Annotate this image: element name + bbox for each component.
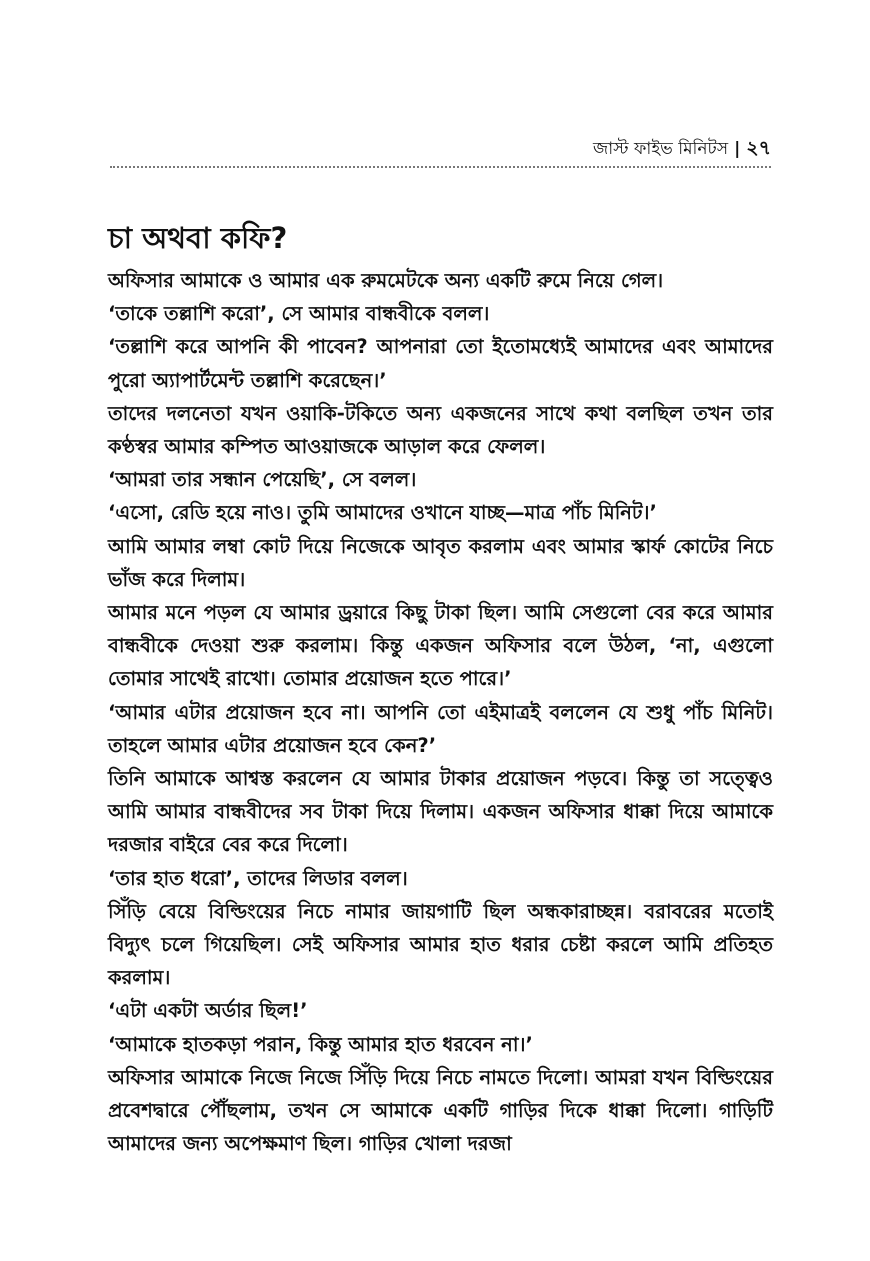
page-number: ২৭ [746, 137, 771, 159]
paragraph: আমি আমার লম্বা কোট দিয়ে নিজেকে আবৃত করলাম এবং আমার স্কার্ফ কোটের নিচে ভাঁজ করে দিলাম। [108, 534, 773, 591]
paragraph: ‘তল্লাশি করে আপনি কী পাবেন? আপনারা তো ইতোমধ্যেই আমাদের এবং আমাদের পুরো অ্যাপার্টমেন্ট তল্লাশি করেছেন।’ [108, 335, 773, 392]
paragraph: আমার মনে পড়ল যে আমার ড্রয়ারে কিছু টাকা ছিল। আমি সেগুলো বের করে আমার বান্ধবীকে দেওয়া শুরু করলাম। কিন্তু একজন অফিসার বলে উঠল, ‘না, এগুলো তোমার সাথেই রাখো। তোমার প্রয়োজন হতে পারে।’ [108, 601, 773, 691]
paragraph: ‘এসো, রেডি হয়ে নাও। তুমি আমাদের ওখানে যাচ্ছ—মাত্র পাঁচ মিনিট।’ [108, 501, 657, 525]
paragraph: সিঁড়ি বেয়ে বিল্ডিংয়ের নিচে নামার জায়গাটি ছিল অন্ধকারাচ্ছন্ন। বরাবরের মতোই বিদ্যুৎ চলে গিয়েছিল। সেই অফিসার আমার হাত ধরার চেষ্টা করলে আমি প্রতিহত করলাম। [108, 899, 773, 990]
paragraph: ‘আমাকে হাতকড়া পরান, কিন্তু আমার হাত ধরবেন না।’ [108, 1032, 533, 1056]
paragraph: অফিসার আমাকে ও আমার এক রুমমেটকে অন্য একটি রুমে নিয়ে গেল। [108, 269, 664, 292]
header-dotted-rule [110, 166, 771, 168]
paragraph: ‘আমার এটার প্রয়োজন হবে না। আপনি তো এইমাত্রই বললেন যে শুধু পাঁচ মিনিট। তাহলে আমার এটার প্রয়োজন হবে কেন?’ [108, 700, 773, 757]
paragraph: তাদের দলনেতা যখন ওয়াকি-টকিতে অন্য একজনের সাথে কথা বলছিল তখন তার কণ্ঠস্বর আমার কম্পিত আওয়াজকে আড়াল করে ফেলল। [108, 401, 773, 459]
paragraph: তিনি আমাকে আশ্বস্ত করলেন যে আমার টাকার প্রয়োজন পড়বে। কিন্তু তা সত্ত্বেও আমি আমার বান্ধবীদের সব টাকা দিয়ে দিলাম। একজন অফিসার ধাক্কা দিয়ে আমাকে দরজার বাইরে বের করে দিলো। [108, 767, 773, 857]
paragraph: ‘তার হাত ধরো’, তাদের লিডার বলল। [108, 866, 408, 890]
book-title: জাস্ট ফাইভ মিনিটস [593, 139, 729, 159]
paragraph: ‘এটা একটা অর্ডার ছিল!’ [108, 999, 308, 1023]
running-header [110, 136, 771, 161]
paragraph: ‘তাকে তল্লাশি করো’, সে আমার বান্ধবীকে বলল। [108, 302, 490, 326]
chapter-title: চা অথবা কফি? [108, 221, 288, 255]
paragraph: ‘আমরা তার সন্ধান পেয়েছি’, সে বলল। [108, 468, 417, 492]
page-body [108, 218, 773, 1160]
header-separator: | [734, 139, 741, 159]
paragraph: অফিসার আমাকে নিজে নিজে সিঁড়ি দিয়ে নিচে নামতে দিলো। আমরা যখন বিল্ডিংয়ের প্রবেশদ্বারে পৌঁছলাম, তখন সে আমাকে একটি গাড়ির দিকে ধাক্কা দিলো। গাড়িটি আমাদের জন্য অপেক্ষমাণ ছিল। গাড়ির খোলা দরজা [108, 1065, 773, 1156]
